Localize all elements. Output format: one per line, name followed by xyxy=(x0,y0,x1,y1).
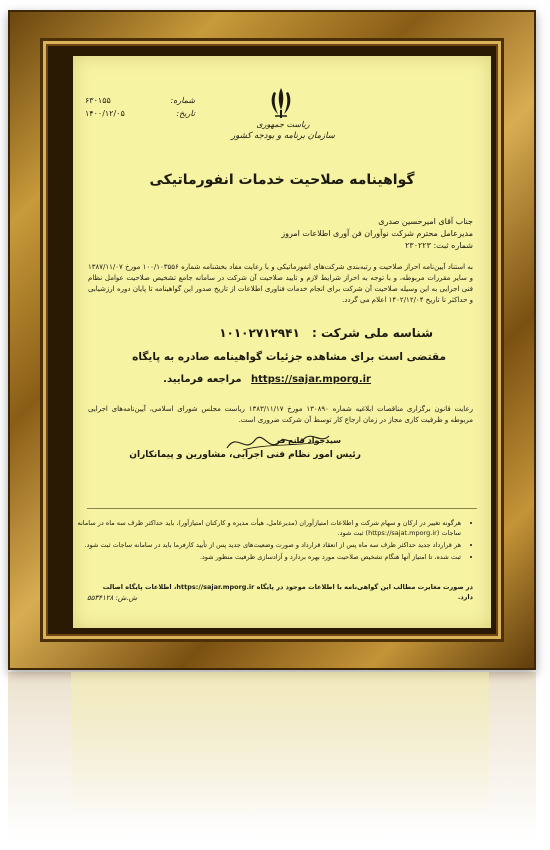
notes-divider xyxy=(87,508,477,509)
certificate-body-text: به استناد آیین‌نامه احراز صلاحیت و رتبه‌بندی شرکت‌های انفورماتیکی و با رعایت مفاد بخشنامه شماره ۱۰۰/۱۰۳۵۵۶ مورخ ۱۳۸۷/۱۱/۰۷ و سایر مقررات مربوطه، و با توجه به احراز شرایط لازم و تایید صلاحیت آن شرکت در سامانه جامع تشخیص صلاحیت عوامل نظام فنی اجرایی به این وسیله صلاحیت آن شرکت برای انجام خدمات فناوری اطلاعات از تاریخ صدور این گواهینامه تا پایان دوره ارزشیابی و حداکثر تا تاریخ ۱۴۰۲/۱۲/۰۴ اعلام می گردد. xyxy=(88,263,473,304)
note-item: • هر قرارداد جدید حداکثر ظرف سه ماه پس از انعقاد قرارداد و صورت وضعیت‌های جدید پس از تأیید کارفرما باید در سامانه ساجات ثبت شود. xyxy=(76,540,461,550)
notes-list xyxy=(76,518,473,564)
frame-reflection xyxy=(8,672,536,842)
refer-line xyxy=(163,374,371,385)
national-id-value: ۱۰۱۰۲۷۱۲۹۴۱ xyxy=(219,326,300,340)
recipient-name: جناب آقای امیرحسین صدری xyxy=(378,217,473,226)
recipient-block xyxy=(281,216,473,252)
meta-date-label: تاریخ: xyxy=(176,109,195,118)
law-compliance-text: رعایت قانون برگزاری مناقصات ابلاغیه شماره ۱۳۰۸۹۰ مورخ ۱۳۸۳/۱۱/۱۷ ریاست مجلس شورای اسلامی، آیین‌نامه‌های اجرایی مربوطه و ظرفیت کاری مجاز در زمان ارجاع کار توسط آن شرکت ضروری است. xyxy=(88,405,473,424)
registration-label: شماره ثبت: xyxy=(433,241,473,250)
validity-footnote: در صورت مغایرت مطالب این گواهی‌نامه با اطلاعات موجود در پایگاه https://sajar.mporg.ir، اطلاعات پایگاه اصالت دارد. xyxy=(102,583,473,601)
meta-number-label: شماره: xyxy=(170,96,195,105)
meta-date xyxy=(85,109,195,118)
details-instruction: مقتضی است برای مشاهده جزئیات گواهینامه صادره به پایگاه xyxy=(132,351,446,363)
registration-number xyxy=(281,240,473,252)
signer-name: سیدجواد قانع فر xyxy=(275,436,341,445)
picture-frame xyxy=(8,10,536,670)
serial-number: ش.ش: ۵۵۳۴۱۲۸ xyxy=(87,594,138,602)
certificate-title: گواهینامه صلاحیت خدمات انفورماتیکی xyxy=(149,172,415,188)
iran-emblem-icon xyxy=(266,86,296,120)
organization-header xyxy=(213,120,353,141)
document-meta xyxy=(85,96,195,122)
certificate-document xyxy=(73,56,491,628)
document-reflection xyxy=(71,672,489,822)
note-item: • هرگونه تغییر در ارکان و سهام شرکت و اطلاعات امتیازآوران (مدیرعامل، هیأت مدیره و کارکنان امتیازآور)، باید حداکثر ظرف سه ماه در سامانه ساجات (https://sajat.mporg.ir) ثبت شود. xyxy=(76,518,461,538)
meta-number-value: ۶۳۰۱۵۵ xyxy=(85,96,111,105)
refer-text: مراجعه فرمایید. xyxy=(163,374,242,385)
meta-date-value: ۱۴۰۰/۱۲/۰۵ xyxy=(85,109,125,118)
meta-number xyxy=(85,96,195,105)
org-line-presidency: ریاست جمهوری xyxy=(256,120,310,129)
national-id-label: شناسه ملی شرکت : xyxy=(311,326,433,340)
national-id-line xyxy=(219,326,433,340)
recipient-position: مدیرعامل محترم شرکت نوآوران فن آوری اطلاعات امروز xyxy=(281,229,473,238)
note-item: • ثبت شده، تا امتیاز آنها هنگام تشخیص صلاحیت مورد بهره بردارد و آزادسازی ظرفیت منظور شود. xyxy=(76,552,461,562)
org-line-organization: سازمان برنامه و بودجه کشور xyxy=(231,131,335,141)
sajar-link[interactable]: https://sajar.mporg.ir xyxy=(251,374,371,385)
signer-role: رئیس امور نظام فنی اجرایی، مشاورین و پیمانکاران xyxy=(129,450,361,460)
registration-value: ۲۳۰۲۲۳ xyxy=(405,241,431,250)
